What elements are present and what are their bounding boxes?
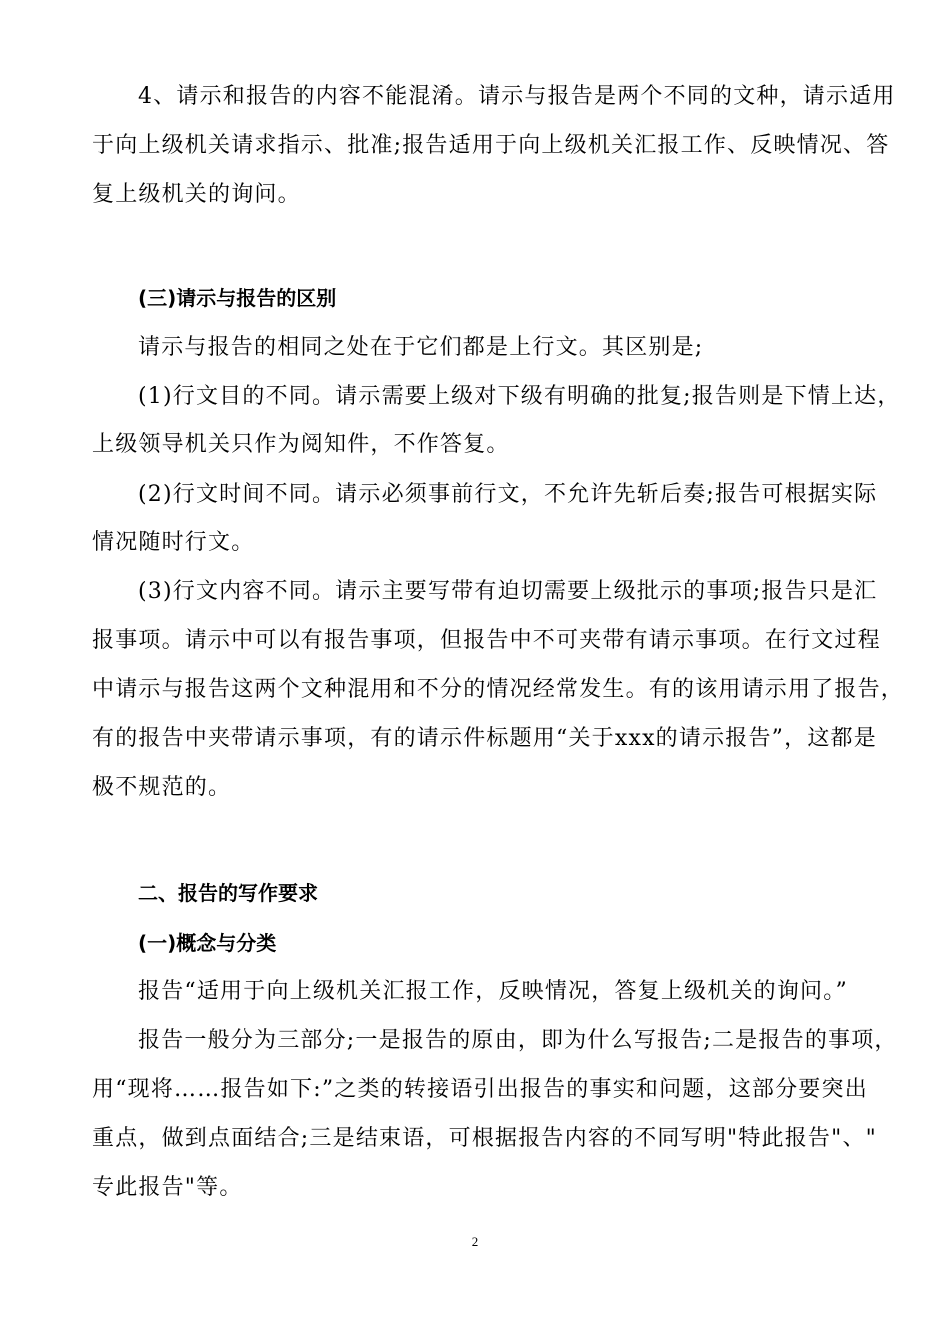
list-item-line: 极不规范的。 <box>92 775 232 800</box>
paragraph-line: 4、请示和报告的内容不能混淆。请示与报告是两个不同的文种，请示适用 <box>138 84 896 109</box>
paragraph-line: 重点，做到点面结合;三是结束语，可根据报告内容的不同写明"特此报告"、" <box>92 1126 877 1151</box>
list-item-line: 中请示与报告这两个文种混用和不分的情况经常发生。有的该用请示用了报告， <box>92 677 905 702</box>
list-item-line: 上级领导机关只作为阅知件，不作答复。 <box>92 432 510 457</box>
section-heading: (一)概念与分类 <box>138 931 277 955</box>
list-item-line: (3)行文内容不同。请示主要写带有迫切需要上级批示的事项;报告只是汇 <box>138 579 878 604</box>
list-item-line: (1)行文目的不同。请示需要上级对下级有明确的批复;报告则是下情上达， <box>138 384 901 409</box>
definition-paragraph: 报告“适用于向上级机关汇报工作，反映情况，答复上级机关的询问。” <box>138 979 848 1004</box>
paragraph-line: 专此报告"等。 <box>92 1175 243 1200</box>
list-item-line: 有的报告中夹带请示事项，有的请示件标题用“关于xxx的请示报告”，这都是 <box>92 726 877 751</box>
paragraph-line: 复上级机关的询问。 <box>92 182 301 207</box>
page-number: 2 <box>471 1234 479 1249</box>
paragraph-line: 报告一般分为三部分;一是报告的原由，即为什么写报告;二是报告的事项， <box>138 1028 898 1053</box>
paragraph-line: 用“现将……报告如下:”之类的转接语引出报告的事实和问题，这部分要突出 <box>92 1077 868 1102</box>
section-intro: 请示与报告的相同之处在于它们都是上行文。其区别是; <box>138 335 704 360</box>
list-item-line: 情况随时行文。 <box>92 530 255 555</box>
paragraph-line: 于向上级机关请求指示、批准;报告适用于向上级机关汇报工作、反映情况、答 <box>92 133 890 158</box>
section-heading: (三)请示与报告的区别 <box>138 286 337 310</box>
list-item-line: (2)行文时间不同。请示必须事前行文，不允许先斩后奏;报告可根据实际 <box>138 482 878 507</box>
chapter-heading: 二、报告的写作要求 <box>138 881 318 905</box>
list-item-line: 报事项。请示中可以有报告事项，但报告中不可夹带有请示事项。在行文过程 <box>92 628 881 653</box>
